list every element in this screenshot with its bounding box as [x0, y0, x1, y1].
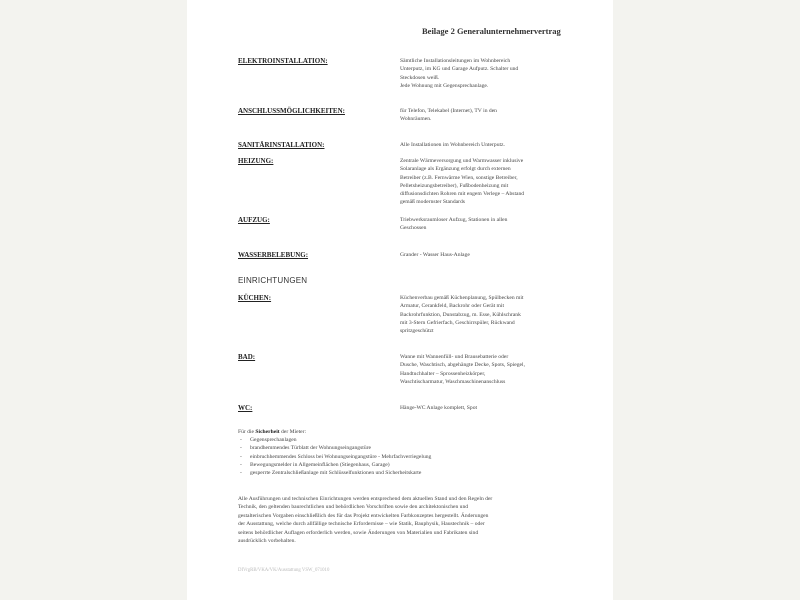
value-line: Solaranlage als Ergänzung erfolgt durch externen	[400, 166, 511, 173]
security-intro-bold: Sicherheit	[255, 429, 280, 435]
value-line: Unterputz, im KG und Garage Aufputz. Schalter und	[400, 66, 519, 73]
label-wasserbelebung: WASSERBELEBUNG:	[238, 251, 309, 259]
value-line: Armatur, Cerankfeld, Backrohr oder Gerät mit	[400, 303, 504, 310]
security-intro	[238, 428, 572, 436]
value-line: Triebwerksraumloser Aufzug, Stationen in allen	[400, 217, 508, 223]
security-list-block	[238, 428, 572, 477]
value-heizung	[400, 157, 570, 207]
value-bad	[400, 353, 570, 386]
value-line: Wohnräumen.	[400, 116, 432, 123]
value-line: Zentrale Wärmeversorgung und Warmwasser inklusive	[400, 158, 524, 164]
value-line: Alle Installationen im Wohnbereich Unterputz.	[400, 142, 505, 148]
bullet-dash: -	[240, 437, 242, 444]
label-aufzug: AUFZUG:	[238, 216, 270, 224]
security-list	[238, 436, 572, 477]
document-header: Beilage 2 Generalunternehmervertrag	[422, 26, 561, 36]
document-footer: DIVrgRB/VKA/VK/Ausstattung VSW_071010	[238, 568, 330, 573]
label-wc: WC:	[238, 404, 253, 412]
bullet-dash: -	[240, 470, 242, 477]
value-line: Steckdosen weiß.	[400, 74, 440, 81]
list-item	[238, 469, 572, 477]
value-line: spritzgeschützt	[400, 328, 434, 335]
value-anschlussmoeglichkeiten	[400, 107, 570, 124]
label-anschlussmoeglichkeiten: ANSCHLUSSMÖGLICHKEITEN:	[238, 107, 345, 115]
value-line: Pelletsheizungsbetreiber), Fußbodenheizung mit	[400, 182, 509, 189]
value-line: Handtuchhalter – Sprossenheizkörper,	[400, 370, 486, 377]
value-line: Backrohrfunktion, Dunstabzug, m. Esse, Kühlschrank	[400, 311, 521, 318]
closing-paragraph	[238, 495, 572, 545]
bullet-dash: -	[240, 461, 242, 468]
list-item	[238, 436, 572, 444]
paragraph-line: ausdrücklich vorbehalten.	[238, 538, 296, 545]
label-heizung: HEIZUNG:	[238, 157, 274, 165]
label-kuechen: KÜCHEN:	[238, 294, 272, 302]
paragraph-line: seitens behördlicher Auflagen erforderlich werden, sowie Änderungen von Materialien und Fabrikaten sind	[238, 529, 479, 536]
bullet-dash: -	[240, 453, 242, 460]
list-item	[238, 444, 572, 452]
security-intro-suffix: der Mieter:	[279, 429, 307, 435]
label-sanitaerinstallation: SANITÄRINSTALLATION:	[238, 141, 325, 149]
value-wc	[400, 404, 570, 412]
value-line: für Telefon, Telekabel (Internet), TV in den	[400, 108, 497, 114]
value-line: Betreiber (z.B. Fernwärme Wien, sonstige Betreiber,	[400, 174, 518, 181]
value-wasserbelebung	[400, 251, 570, 259]
paragraph-line: Alle Ausführungen und technischen Einrichtungen werden entsprechend dem aktuellen Stand und den Regeln der	[238, 496, 493, 502]
value-line: Grander - Wasser Haus-Anlage	[400, 252, 470, 258]
value-line: Küchenverbau gemäß Küchenplanung, Spülbecken mit	[400, 295, 524, 301]
label-elektroinstallation: ELEKTROINSTALLATION:	[238, 57, 328, 65]
security-intro-prefix: Für die	[238, 429, 256, 435]
value-line: Sämtliche Installationsleitungen im Wohnbereich	[400, 58, 511, 64]
list-item-text: Bewegungsmelder in Allgemeinflächen (Stiegenhaus, Garage)	[250, 461, 390, 468]
value-kuechen	[400, 294, 570, 335]
value-line: mit 3-Stern Gefrierfach, Geschirrspüler, Rückwand	[400, 319, 515, 326]
list-item-text: Gegensprechanlagen	[250, 437, 297, 444]
value-line: Waschtischarmatur, Waschmaschinenanschluss	[400, 378, 506, 385]
list-item-text: einbruchhemmendes Schloss bei Wohnungseingangstüre - Mehrfachverriegelung	[250, 453, 432, 460]
list-item-text: brandhemmendes Türblatt der Wohnungseingangstüre	[250, 445, 371, 452]
list-item	[238, 453, 572, 461]
paragraph-line: der Ausstattung, welche durch allfällige technische Erfordernisse – wie Statik, Bauphysik, Haustechnik – oder	[238, 521, 485, 528]
paragraph-line: Technik, den geltenden baurechtlichen und behördlichen Vorschriften sowie den architektonischen und	[238, 504, 469, 511]
value-line: Hänge-WC Anlage komplett, Spot	[400, 405, 478, 411]
value-line: diffusionsdichten Rohren mit engem Verlege – Abstand	[400, 191, 525, 198]
list-item-text: gesperrte Zentralschließanlage mit Schlüsselfunktionen und Sicherheitskarte	[250, 470, 422, 477]
value-line: Dusche, Waschtisch, abgehängte Decke, Spots, Spiegel,	[400, 362, 525, 369]
value-elektroinstallation	[400, 57, 570, 90]
value-line: Wanne mit Wannenfüll- und Brausebatterie oder	[400, 354, 509, 360]
section-heading-einrichtungen: EINRICHTUNGEN	[238, 276, 308, 285]
value-sanitaerinstallation	[400, 141, 570, 149]
value-line: Geschossen	[400, 225, 427, 232]
list-item	[238, 461, 572, 469]
bullet-dash: -	[240, 445, 242, 452]
paragraph-line: gestalterischen Vorgaben einschließlich des für das Projekt entwickelten Farbkonzeptes hergestellt. Änderungen	[238, 512, 489, 519]
value-line: gemäß modernster Standards	[400, 199, 465, 206]
label-bad: BAD:	[238, 353, 256, 361]
value-line: Jede Wohnung mit Gegensprechanlage.	[400, 82, 489, 89]
value-aufzug	[400, 216, 570, 233]
